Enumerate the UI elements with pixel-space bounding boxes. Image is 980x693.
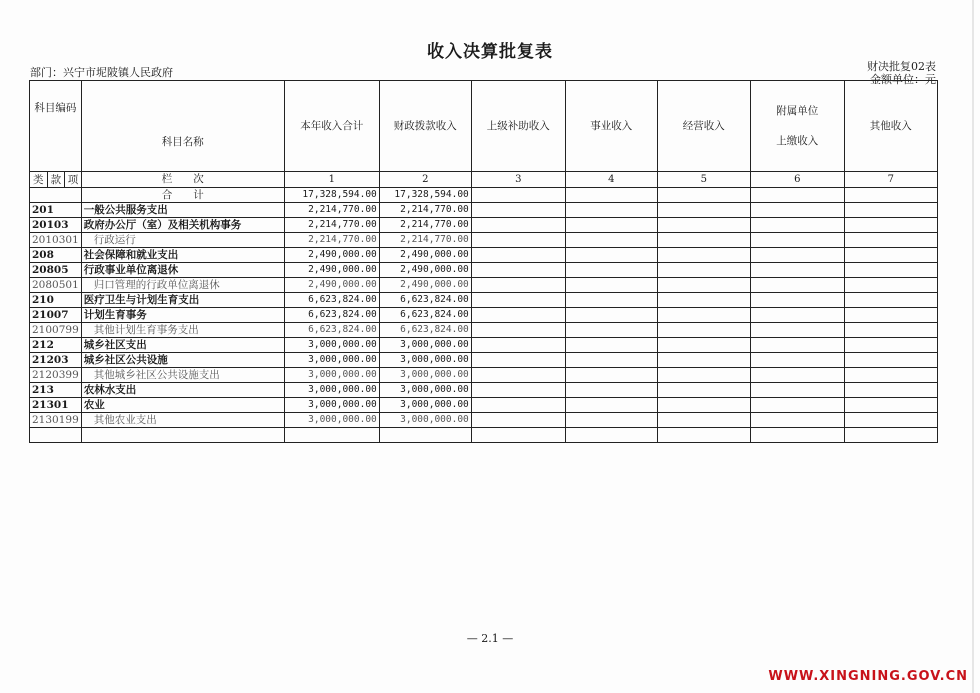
empty-cell	[750, 293, 844, 308]
sum-row	[30, 188, 938, 203]
table-row	[30, 248, 938, 263]
row-code: 2120399	[30, 368, 82, 383]
empty-cell	[471, 188, 565, 203]
row-total: 3,000,000.00	[284, 383, 379, 398]
row-total: 6,623,824.00	[284, 308, 379, 323]
empty-cell	[844, 248, 937, 263]
row-code: 2100799	[30, 323, 82, 338]
empty-cell	[471, 323, 565, 338]
empty-cell	[844, 293, 937, 308]
empty-cell	[844, 398, 937, 413]
empty-cell	[750, 368, 844, 383]
header-subsidy: 上级补助收入	[471, 81, 565, 172]
empty-cell	[565, 323, 657, 338]
header-other: 其他收入	[844, 81, 937, 172]
row-code: 208	[30, 248, 82, 263]
empty-cell	[565, 398, 657, 413]
row-fiscal: 2,490,000.00	[379, 248, 471, 263]
column-index-label: 栏 次	[82, 171, 284, 187]
empty-cell	[750, 188, 844, 203]
row-total: 3,000,000.00	[284, 398, 379, 413]
empty-cell	[844, 233, 937, 248]
table-row	[30, 218, 938, 233]
row-name: 城乡社区公共设施	[81, 353, 284, 368]
empty-cell	[471, 398, 565, 413]
row-total: 2,214,770.00	[284, 218, 379, 233]
column-number: 6	[750, 172, 844, 188]
row-fiscal: 3,000,000.00	[379, 368, 471, 383]
row-code: 20103	[30, 218, 82, 233]
row-code: 213	[30, 383, 82, 398]
column-number: 4	[565, 172, 657, 188]
empty-cell	[565, 218, 657, 233]
row-total: 2,490,000.00	[284, 248, 379, 263]
row-fiscal: 3,000,000.00	[379, 383, 471, 398]
empty-cell	[565, 353, 657, 368]
empty-cell	[565, 203, 657, 218]
row-name: 社会保障和就业支出	[81, 248, 284, 263]
empty-cell	[471, 248, 565, 263]
header-xiang: 项	[65, 172, 82, 188]
row-name: 其他农业支出	[81, 413, 284, 428]
header-total: 本年收入合计	[284, 81, 379, 172]
header-kuan: 款	[47, 172, 65, 188]
row-code: 21301	[30, 398, 82, 413]
empty-cell	[657, 293, 750, 308]
column-number: 5	[657, 172, 750, 188]
table-row	[30, 413, 938, 428]
empty-cell	[844, 203, 937, 218]
row-name: 行政运行	[81, 233, 284, 248]
table-row	[30, 383, 938, 398]
empty-cell	[30, 188, 82, 203]
empty-cell	[750, 203, 844, 218]
table-row	[30, 338, 938, 353]
empty-cell	[657, 398, 750, 413]
row-fiscal: 6,623,824.00	[379, 293, 471, 308]
row-fiscal: 2,490,000.00	[379, 278, 471, 293]
empty-cell	[471, 278, 565, 293]
empty-cell	[471, 383, 565, 398]
header-fiscal: 财政拨款收入	[379, 81, 471, 172]
empty-cell	[657, 308, 750, 323]
empty-cell	[565, 308, 657, 323]
empty-cell	[471, 233, 565, 248]
row-code: 20805	[30, 263, 82, 278]
row-total: 2,214,770.00	[284, 203, 379, 218]
table-body	[30, 188, 938, 443]
row-total: 3,000,000.00	[284, 353, 379, 368]
empty-cell	[657, 383, 750, 398]
page-number: — 2.1 —	[466, 632, 514, 645]
empty-cell	[30, 428, 82, 443]
watermark-url: WWW.XINGNING.GOV.CN	[768, 669, 968, 684]
form-code: 财决批复02表	[867, 60, 936, 73]
empty-cell	[750, 398, 844, 413]
row-fiscal: 2,214,770.00	[379, 218, 471, 233]
page-edge-shadow	[972, 0, 974, 693]
empty-cell	[379, 428, 471, 443]
empty-cell	[565, 248, 657, 263]
row-fiscal: 3,000,000.00	[379, 338, 471, 353]
empty-cell	[844, 218, 937, 233]
table-row	[30, 263, 938, 278]
empty-cell	[471, 368, 565, 383]
header-affiliated-line2: 上缴收入	[776, 135, 819, 147]
row-total: 3,000,000.00	[284, 413, 379, 428]
table-row	[30, 278, 938, 293]
empty-cell	[750, 308, 844, 323]
row-name: 医疗卫生与计划生育支出	[81, 293, 284, 308]
empty-cell	[565, 233, 657, 248]
row-name: 归口管理的行政单位离退休	[81, 278, 284, 293]
empty-cell	[471, 338, 565, 353]
row-fiscal: 2,490,000.00	[379, 263, 471, 278]
row-code: 21007	[30, 308, 82, 323]
table-row	[30, 233, 938, 248]
table-row	[30, 323, 938, 338]
empty-cell	[750, 233, 844, 248]
empty-cell	[657, 263, 750, 278]
row-fiscal: 3,000,000.00	[379, 353, 471, 368]
empty-cell	[565, 188, 657, 203]
row-name: 行政事业单位离退休	[81, 263, 284, 278]
column-number: 3	[471, 172, 565, 188]
empty-cell	[471, 293, 565, 308]
row-total: 6,623,824.00	[284, 323, 379, 338]
empty-cell	[657, 233, 750, 248]
row-fiscal: 2,214,770.00	[379, 203, 471, 218]
empty-cell	[657, 323, 750, 338]
row-code: 2080501	[30, 278, 82, 293]
header-code: 科目编码	[30, 81, 82, 172]
income-approval-table	[29, 80, 938, 443]
header-operating: 经营收入	[657, 81, 750, 172]
table-row	[30, 368, 938, 383]
row-name: 城乡社区支出	[81, 338, 284, 353]
header-name	[81, 81, 284, 188]
empty-cell	[565, 368, 657, 383]
row-name: 计划生育事务	[81, 308, 284, 323]
header-lei: 类	[30, 172, 48, 188]
amount-unit: 金额单位：元	[870, 73, 936, 86]
header-affiliated-line1: 附属单位	[776, 105, 819, 117]
empty-cell	[750, 263, 844, 278]
row-name: 一般公共服务支出	[81, 203, 284, 218]
row-code: 2130199	[30, 413, 82, 428]
column-number: 2	[379, 172, 471, 188]
table-row	[30, 203, 938, 218]
row-fiscal: 6,623,824.00	[379, 308, 471, 323]
sum-total: 17,328,594.00	[284, 188, 379, 203]
empty-cell	[657, 353, 750, 368]
empty-cell	[657, 188, 750, 203]
department-label: 部门：兴宁市坭陂镇人民政府	[30, 66, 173, 79]
empty-cell	[471, 353, 565, 368]
empty-cell	[471, 413, 565, 428]
empty-cell	[844, 308, 937, 323]
empty-cell	[565, 263, 657, 278]
empty-cell	[844, 368, 937, 383]
empty-cell	[657, 413, 750, 428]
empty-cell	[750, 353, 844, 368]
column-number: 1	[284, 172, 379, 188]
empty-cell	[657, 338, 750, 353]
table-row	[30, 293, 938, 308]
empty-cell	[471, 428, 565, 443]
empty-cell	[657, 368, 750, 383]
empty-cell	[565, 428, 657, 443]
empty-cell	[750, 278, 844, 293]
empty-cell	[284, 428, 379, 443]
table-row	[30, 353, 938, 368]
row-code: 212	[30, 338, 82, 353]
row-code: 210	[30, 293, 82, 308]
column-number: 7	[844, 172, 937, 188]
empty-cell	[750, 428, 844, 443]
empty-cell	[565, 413, 657, 428]
empty-cell	[657, 203, 750, 218]
empty-cell	[750, 218, 844, 233]
sum-label: 合 计	[81, 188, 284, 203]
row-name: 农业	[81, 398, 284, 413]
empty-cell	[471, 308, 565, 323]
row-code: 2010301	[30, 233, 82, 248]
row-name: 政府办公厅（室）及相关机构事务	[81, 218, 284, 233]
empty-cell	[565, 293, 657, 308]
table-row	[30, 398, 938, 413]
row-fiscal: 2,214,770.00	[379, 233, 471, 248]
row-code: 21203	[30, 353, 82, 368]
empty-cell	[844, 278, 937, 293]
empty-cell	[750, 413, 844, 428]
row-total: 2,214,770.00	[284, 233, 379, 248]
row-name: 其他城乡社区公共设施支出	[81, 368, 284, 383]
row-fiscal: 3,000,000.00	[379, 413, 471, 428]
empty-cell	[844, 428, 937, 443]
row-total: 2,490,000.00	[284, 278, 379, 293]
empty-cell	[844, 353, 937, 368]
empty-cell	[657, 428, 750, 443]
empty-cell	[565, 278, 657, 293]
row-total: 6,623,824.00	[284, 293, 379, 308]
header-name-text: 科目名称	[161, 136, 204, 148]
empty-cell	[844, 188, 937, 203]
empty-cell	[844, 323, 937, 338]
empty-cell	[750, 323, 844, 338]
row-fiscal: 3,000,000.00	[379, 398, 471, 413]
empty-cell	[657, 248, 750, 263]
empty-cell	[565, 338, 657, 353]
empty-cell	[657, 218, 750, 233]
row-total: 3,000,000.00	[284, 338, 379, 353]
empty-cell	[844, 413, 937, 428]
header-affiliated	[750, 81, 844, 172]
empty-cell	[844, 263, 937, 278]
blank-row	[30, 428, 938, 443]
row-name: 农林水支出	[81, 383, 284, 398]
row-name: 其他计划生育事务支出	[81, 323, 284, 338]
empty-cell	[471, 203, 565, 218]
empty-cell	[750, 248, 844, 263]
sum-fiscal: 17,328,594.00	[379, 188, 471, 203]
empty-cell	[750, 383, 844, 398]
empty-cell	[565, 383, 657, 398]
page-title: 收入决算批复表	[427, 42, 553, 62]
row-total: 2,490,000.00	[284, 263, 379, 278]
empty-cell	[750, 338, 844, 353]
empty-cell	[471, 218, 565, 233]
header-business: 事业收入	[565, 81, 657, 172]
table-row	[30, 308, 938, 323]
empty-cell	[471, 263, 565, 278]
row-fiscal: 6,623,824.00	[379, 323, 471, 338]
empty-cell	[657, 278, 750, 293]
empty-cell	[844, 383, 937, 398]
empty-cell	[81, 428, 284, 443]
empty-cell	[844, 338, 937, 353]
row-code: 201	[30, 203, 82, 218]
row-total: 3,000,000.00	[284, 368, 379, 383]
